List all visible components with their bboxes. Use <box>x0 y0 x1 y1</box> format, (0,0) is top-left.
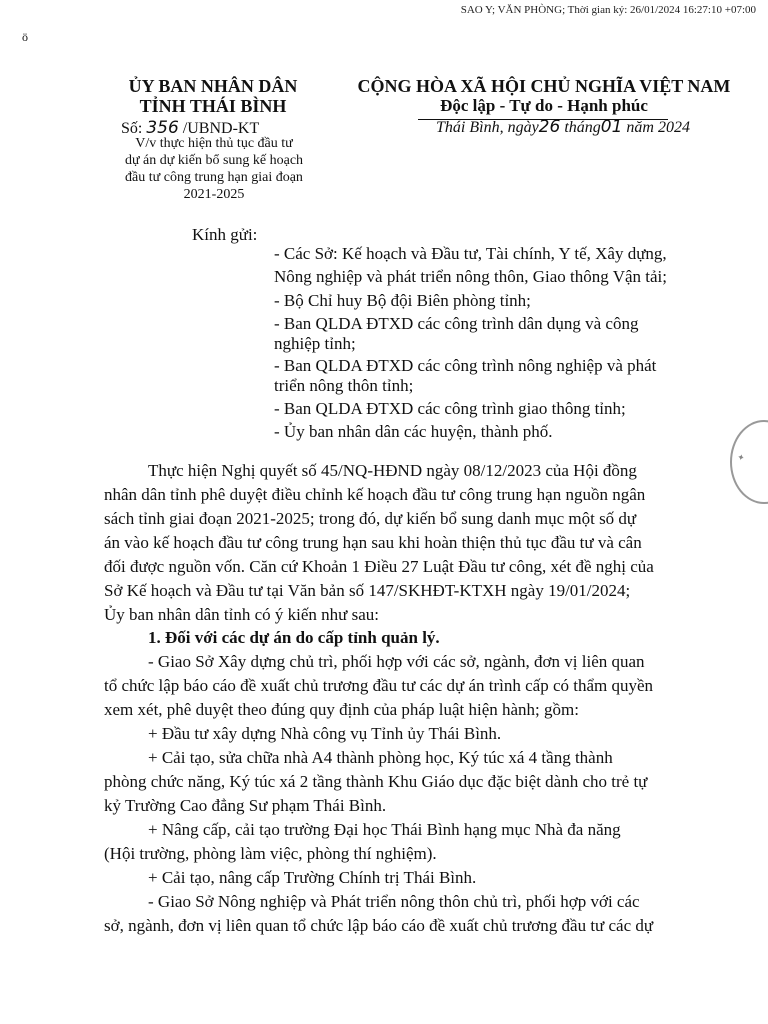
issuing-org-line2: TỈNH THÁI BÌNH <box>139 96 287 116</box>
date-place: Thái Bình, ngày <box>436 119 539 136</box>
intro-line: Thực hiện Nghị quyết số 45/NQ-HĐND ngày 08/12/2023 của Hội đồng <box>148 461 637 480</box>
document-subject <box>80 135 348 203</box>
recipient-line: - Ủy ban nhân dân các huyện, thành phố. <box>274 422 553 441</box>
recipient-line: Nông nghiệp và phát triển nông thôn, Giao thông Vận tải; <box>274 267 667 286</box>
doc-no-prefix: Số: <box>121 120 143 137</box>
date-year: năm 2024 <box>626 119 690 136</box>
partial-seal-stamp: ✦ <box>730 420 768 504</box>
issuing-org-line1: ỦY BAN NHÂN DÂN <box>128 76 298 96</box>
doc-no-number: 356 <box>146 118 179 138</box>
subject-line: V/v thực hiện thủ tục đầu tư <box>135 136 293 151</box>
date-month-label: tháng <box>564 119 601 136</box>
intro-line: nhân dân tỉnh phê duyệt điều chỉnh kế hoạch đầu tư công trung hạn nguồn ngân <box>104 485 646 504</box>
date-day: 26 <box>538 117 561 137</box>
project-item: + Cải tạo, sửa chữa nhà A4 thành phòng học, Ký túc xá 4 tầng thành <box>148 748 613 767</box>
section-1-title: 1. Đối với các dự án do cấp tỉnh quản lý. <box>148 628 440 647</box>
intro-line: Sở Kế hoạch và Đầu tư tại Văn bản số 147/SKHĐT-KTXH ngày 19/01/2024; <box>104 581 631 600</box>
section-1-line: - Giao Sở Nông nghiệp và Phát triển nông thôn chủ trì, phối hợp với các <box>148 892 640 911</box>
subject-line: 2021-2025 <box>183 187 245 202</box>
section-1-line: - Giao Sở Xây dựng chủ trì, phối hợp với các sở, ngành, đơn vị liên quan <box>148 652 645 671</box>
project-item: phòng chức năng, Ký túc xá 2 tầng thành Khu Giáo dục đặc biệt dành cho trẻ tự <box>104 772 648 791</box>
intro-line: sách tỉnh giai đoạn 2021-2025; trong đó, dự kiến bổ sung danh mục một số dự <box>104 509 637 528</box>
section-1-line: sở, ngành, đơn vị liên quan tổ chức lập báo cáo đề xuất chủ trương đầu tư các dự <box>104 916 654 935</box>
subject-line: dự án dự kiến bổ sung kế hoạch <box>124 153 304 168</box>
project-item: + Cải tạo, nâng cấp Trường Chính trị Thái Bình. <box>148 868 477 887</box>
national-motto: Độc lập - Tự do - Hạnh phúc <box>440 96 648 115</box>
national-title: CỘNG HÒA XÃ HỘI CHỦ NGHĨA VIỆT NAM <box>357 76 731 96</box>
date-line <box>436 117 690 137</box>
recipient-line: - Ban QLDA ĐTXD các công trình dân dụng và công <box>274 314 639 333</box>
project-item: kỷ Trường Cao đẳng Sư phạm Thái Bình. <box>104 796 387 815</box>
project-item: (Hội trường, phòng làm việc, phòng thí nghiệm). <box>104 844 437 863</box>
date-month: 01 <box>600 117 623 137</box>
doc-no-suffix: /UBND-KT <box>182 120 260 137</box>
recipient-line: triển nông thôn tỉnh; <box>274 376 414 395</box>
subject-line: đầu tư công trung hạn giai đoạn <box>125 170 303 185</box>
intro-line: án vào kế hoạch đầu tư công trung hạn sau khi hoàn thiện thủ tục đầu tư và cân <box>104 533 642 552</box>
project-item: + Đầu tư xây dựng Nhà công vụ Tỉnh ủy Thái Bình. <box>148 724 502 743</box>
section-1-line: xem xét, phê duyệt theo đúng quy định của pháp luật hiện hành; gồm: <box>104 700 579 719</box>
recipients-label: Kính gửi: <box>192 225 258 244</box>
recipient-line: - Ban QLDA ĐTXD các công trình nông nghiệp và phát <box>274 356 657 375</box>
recipient-line: - Các Sở: Kế hoạch và Đầu tư, Tài chính, Y tế, Xây dựng, <box>274 244 667 263</box>
intro-line: Ủy ban nhân dân tỉnh có ý kiến như sau: <box>104 605 380 624</box>
intro-line: đối được nguồn vốn. Căn cứ Khoản 1 Điều 27 Luật Đầu tư công, xét đề nghị của <box>104 557 654 576</box>
scan-mark: ö <box>22 30 28 44</box>
project-item: + Nâng cấp, cải tạo trường Đại học Thái Bình hạng mục Nhà đa năng <box>148 820 621 839</box>
recipient-line: nghiệp tỉnh; <box>274 334 356 353</box>
recipient-line: - Ban QLDA ĐTXD các công trình giao thông tỉnh; <box>274 399 626 418</box>
section-1-line: tổ chức lập báo cáo đề xuất chủ trương đầu tư các dự án trình cấp có thẩm quyền <box>104 676 654 695</box>
digital-signature-stamp: SAO Y; VĂN PHÒNG; Thời gian ký: 26/01/2024 16:27:10 +07:00 <box>460 4 756 16</box>
recipient-line: - Bộ Chỉ huy Bộ đội Biên phòng tỉnh; <box>274 291 531 310</box>
